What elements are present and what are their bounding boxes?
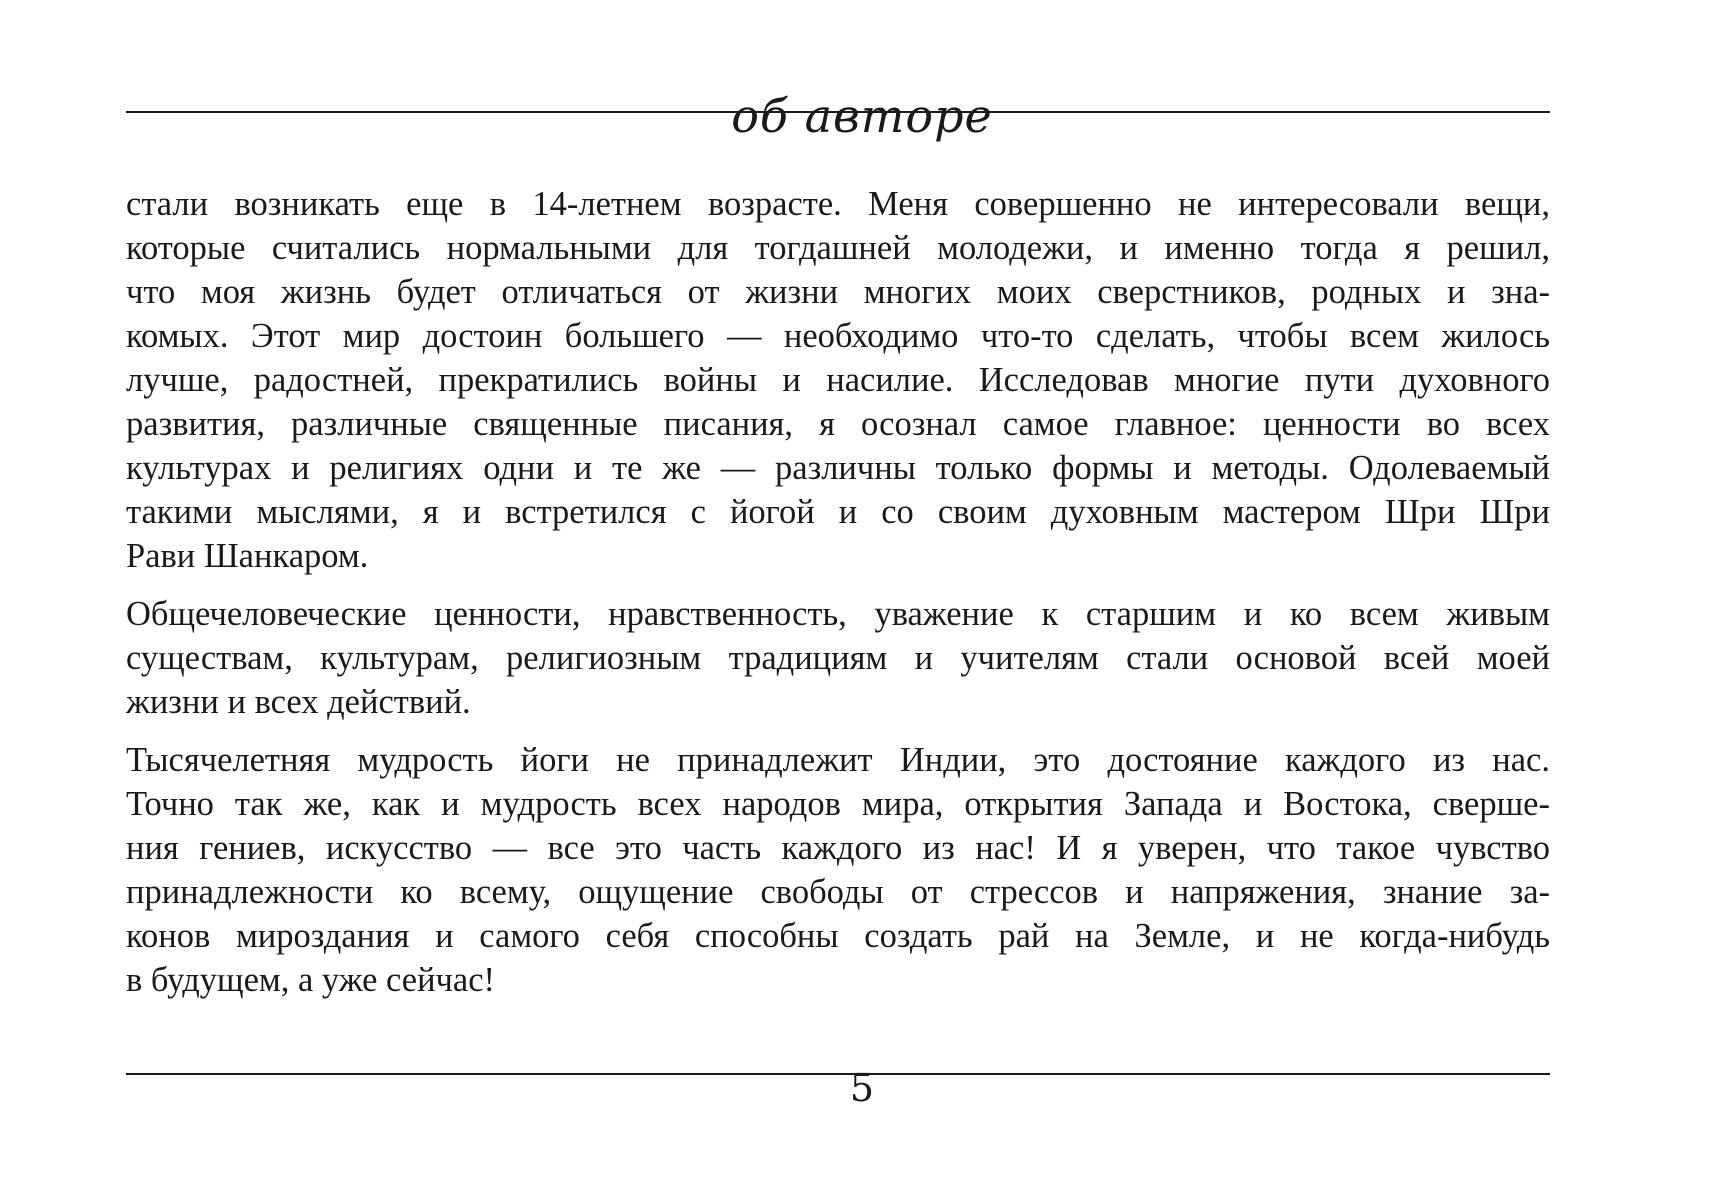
text-line: Общечеловеческие ценности, нравственность, уважение к старшим и ко всем живым bbox=[126, 595, 1550, 633]
running-title bbox=[0, 88, 1724, 144]
running-title-text: об авторе bbox=[731, 89, 993, 143]
paragraph-2 bbox=[126, 592, 1550, 724]
paragraph-1 bbox=[126, 182, 1550, 578]
text-line: культурах и религиях одни и те же — различны только формы и методы. Одолеваемый bbox=[126, 449, 1550, 487]
page-number: 5 bbox=[849, 1066, 875, 1110]
text-line: которые считались нормальными для тогдашней молодежи, и именно тогда я решил, bbox=[126, 229, 1550, 267]
text-line: жизни и всех действий. bbox=[126, 683, 471, 721]
text-line: конов мироздания и самого себя способны создать рай на Земле, и не когда-нибудь bbox=[126, 917, 1550, 955]
text-line: такими мыслями, я и встретился с йогой и со своим духовным мастером Шри Шри bbox=[126, 493, 1550, 531]
text-line: Тысячелетняя мудрость йоги не принадлежит Индии, это достояние каждого из нас. bbox=[126, 741, 1550, 779]
body-text bbox=[126, 182, 1550, 1016]
text-line: лучше, радостней, прекратились войны и насилие. Исследовав многие пути духовного bbox=[126, 361, 1550, 399]
text-line: Рави Шанкаром. bbox=[126, 537, 369, 575]
text-line: принадлежности ко всему, ощущение свободы от стрессов и напряжения, знание за- bbox=[126, 873, 1550, 911]
paragraph-3 bbox=[126, 738, 1550, 1002]
text-line: в будущем, а уже сейчас! bbox=[126, 961, 496, 999]
text-line: Точно так же, как и мудрость всех народов мира, открытия Запада и Востока, сверше- bbox=[126, 785, 1550, 823]
text-line: существам, культурам, религиозным традициям и учителям стали основой всей моей bbox=[126, 639, 1550, 677]
text-line: стали возникать еще в 14-летнем возрасте. Меня совершенно не интересовали вещи, bbox=[126, 185, 1550, 223]
text-line: комых. Этот мир достоин большего — необходимо что-то сделать, чтобы всем жилось bbox=[126, 317, 1550, 355]
text-line: развития, различные священные писания, я осознал самое главное: ценности во всех bbox=[126, 405, 1550, 443]
text-line: что моя жизнь будет отличаться от жизни многих моих сверстников, родных и зна- bbox=[126, 273, 1550, 311]
text-line: ния гениев, искусство — все это часть каждого из нас! И я уверен, что такое чувство bbox=[126, 829, 1550, 867]
